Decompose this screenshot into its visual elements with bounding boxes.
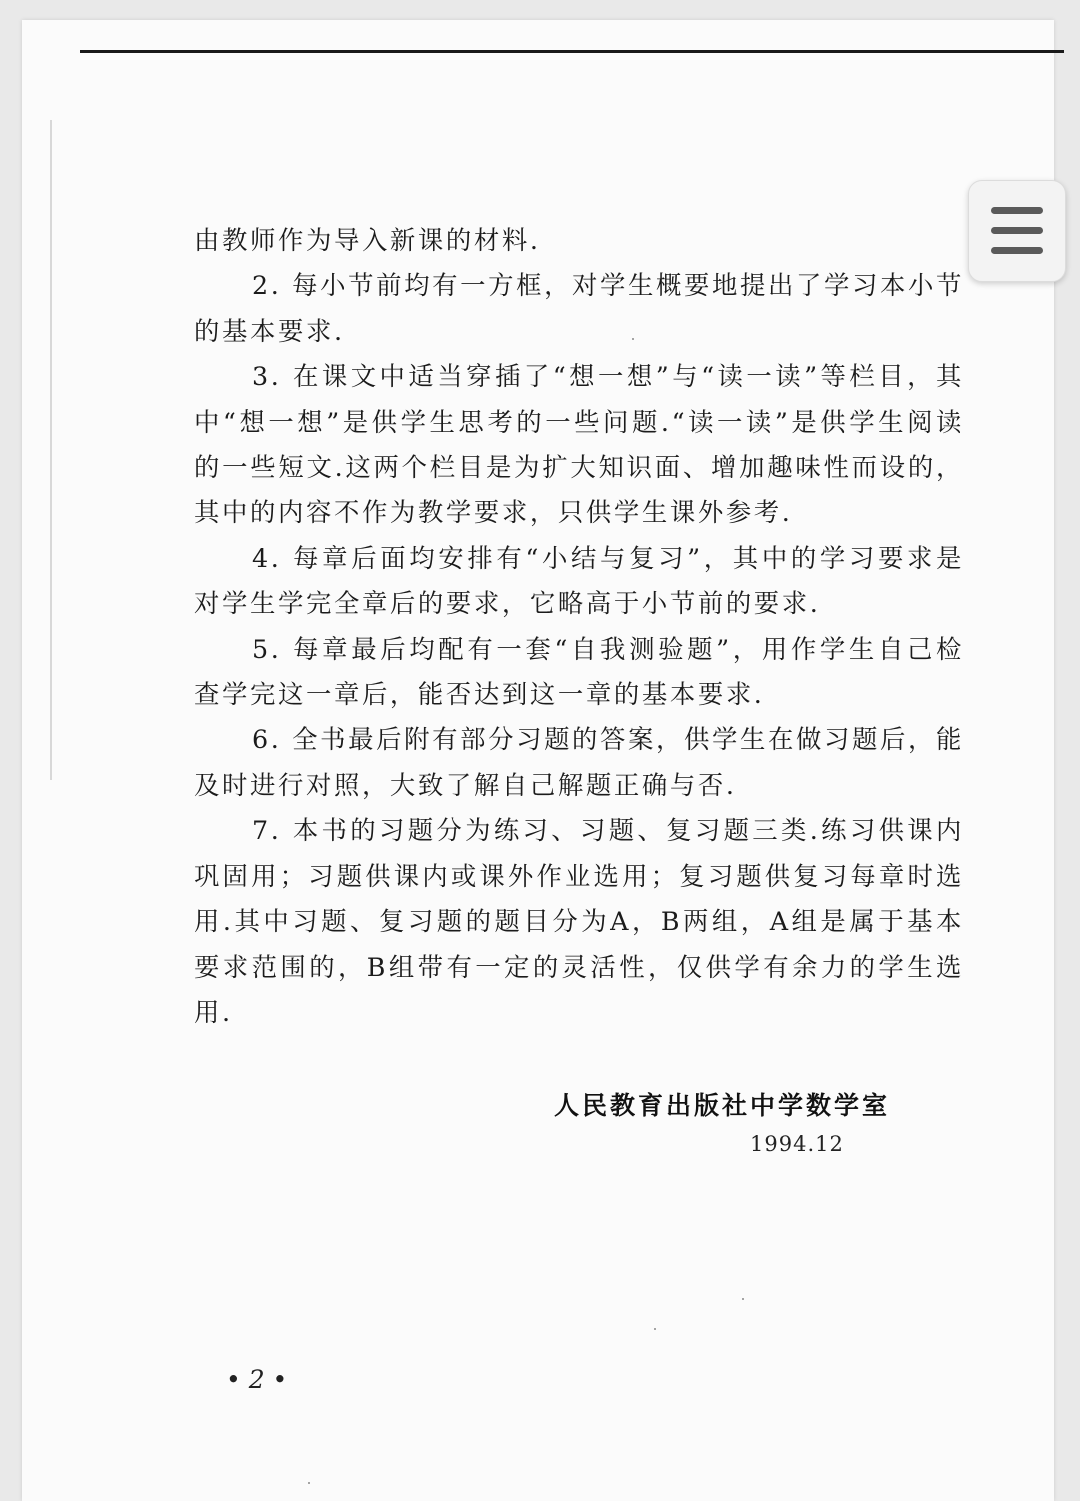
- paragraph-item-7: 7. 本书的习题分为练习、习题、复习题三类.练习供课内巩固用；习题供课内或课外作业选用；复习题供复习每章时选用.其中习题、复习题的题目分为A，B两组，A组是属于基本要求范围的，B组带有一定的灵活性，仅供学有余力的学生选用.: [194, 815, 964, 1027]
- hamburger-menu-icon: [991, 247, 1043, 254]
- scanned-page: [22, 20, 1054, 1501]
- scan-edge-line: [50, 120, 52, 780]
- hamburger-menu-icon: [991, 227, 1043, 234]
- paragraph-item-6: 6. 全书最后附有部分习题的答案，供学生在做习题后，能及时进行对照，大致了解自己解题正确与否.: [194, 724, 964, 800]
- menu-button[interactable]: [968, 180, 1066, 282]
- paragraph-item-2: 2. 每小节前均有一方框，对学生概要地提出了学习本小节的基本要求.: [194, 270, 964, 346]
- top-rule-divider: [80, 50, 1064, 53]
- scan-speck: [308, 1482, 310, 1484]
- page-number: • 2 •: [226, 1365, 288, 1394]
- scan-speck: [742, 1298, 744, 1300]
- paragraph-item-5: 5. 每章最后均配有一套“自我测验题”，用作学生自己检查学完这一章后，能否达到这一章的基本要求.: [194, 633, 964, 710]
- publication-date: 1994.12: [750, 1132, 844, 1156]
- body-text: [194, 218, 964, 1035]
- paragraph-item-4: 4. 每章后面均安排有“小结与复习”，其中的学习要求是对学生学完全章后的要求，它略高于小节前的要求.: [194, 542, 964, 619]
- paragraph-intro-continuation: 由教师作为导入新课的材料.: [194, 225, 541, 255]
- hamburger-menu-icon: [991, 207, 1043, 214]
- paragraph-item-3: 3. 在课文中适当穿插了“想一想”与“读一读”等栏目，其中“想一想”是供学生思考的一些问题.“读一读”是供学生阅读的一些短文.这两个栏目是为扩大知识面、增加趣味性而设的，其中的内容不作为教学要求，只供学生课外参考.: [194, 361, 964, 528]
- scan-speck: [654, 1328, 656, 1330]
- publisher-signature: 人民教育出版社中学数学室: [554, 1091, 891, 1120]
